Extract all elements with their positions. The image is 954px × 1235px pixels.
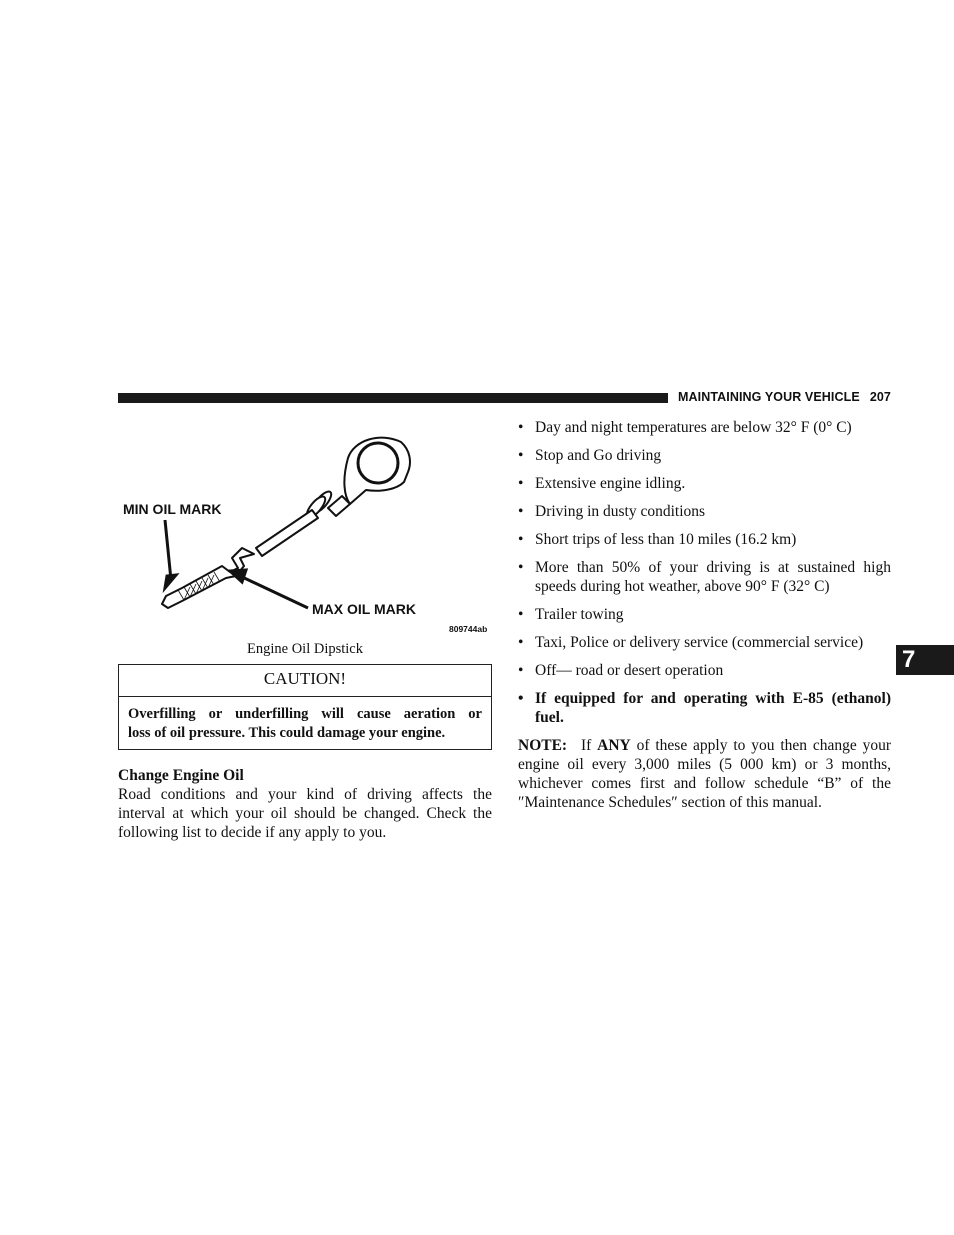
chapter-tab[interactable]: 7 — [896, 645, 954, 675]
list-item: • More than 50% of your driving is at sustained high speeds during hot weather, above 90° F (32° C) — [518, 559, 891, 595]
bullet-icon: • — [518, 634, 524, 651]
min-oil-mark-label: MIN OIL MARK — [123, 501, 222, 517]
list-item: • Short trips of less than 10 miles (16.2 km) — [518, 531, 797, 548]
bullet-icon: • — [518, 419, 524, 436]
list-item: • Extensive engine idling. — [518, 475, 686, 492]
caution-text — [119, 697, 491, 743]
section-heading: Change Engine Oil — [118, 767, 244, 784]
list-item: • Taxi, Police or delivery service (commercial service) — [518, 634, 864, 651]
running-header — [678, 390, 891, 404]
caution-line-1: Overfilling or underfilling will cause aeration or — [128, 706, 482, 722]
list-item: • Trailer towing — [518, 606, 624, 623]
caution-title: CAUTION! — [119, 665, 491, 697]
section-title: MAINTAINING YOUR VEHICLE — [678, 390, 860, 404]
note-prefix: If — [580, 737, 592, 754]
note-paragraph — [518, 736, 891, 812]
bullet-icon: • — [518, 606, 524, 623]
bullet-icon: • — [518, 531, 524, 548]
max-oil-mark-label: MAX OIL MARK — [312, 601, 416, 617]
list-item: • Driving in dusty conditions — [518, 503, 706, 520]
list-item: • If equipped for and operating with E-85 (ethanol) fuel. — [518, 690, 891, 726]
bullet-icon: • — [518, 690, 524, 707]
list-item: • Off— road or desert operation — [518, 662, 724, 679]
figure-caption: Engine Oil Dipstick — [247, 641, 363, 657]
page-number: 207 — [869, 390, 891, 404]
bullet-icon: • — [518, 559, 524, 576]
note-text: of these apply to you then change your engine oil every 3,000 miles (5 000 km) or 3 months, whichever comes first and follow schedule “B” of the ″Maintenance Schedules″ section of this manual. — [518, 737, 892, 811]
section-body: Road conditions and your kind of driving affects the interval at which your oil should be changed. Check the following list to decide if any apply to you. — [118, 786, 492, 841]
list-item: • Day and night temperatures are below 32° F (0° C) — [518, 419, 852, 436]
bullet-icon: • — [518, 662, 524, 679]
bullet-icon: • — [518, 475, 524, 492]
conditions-list — [518, 418, 891, 736]
note-emphasis: ANY — [597, 737, 631, 754]
bullet-icon: • — [518, 447, 524, 464]
dipstick-figure — [118, 430, 492, 640]
note-label: NOTE: — [518, 737, 568, 754]
caution-box — [118, 664, 492, 750]
figure-code: 809744ab — [449, 624, 488, 634]
bullet-icon: • — [518, 503, 524, 520]
header-rule — [118, 393, 668, 403]
caution-line-2: loss of oil pressure. This could damage your engine. — [128, 725, 446, 741]
dipstick-illustration — [118, 430, 492, 640]
list-item: • Stop and Go driving — [518, 447, 662, 464]
